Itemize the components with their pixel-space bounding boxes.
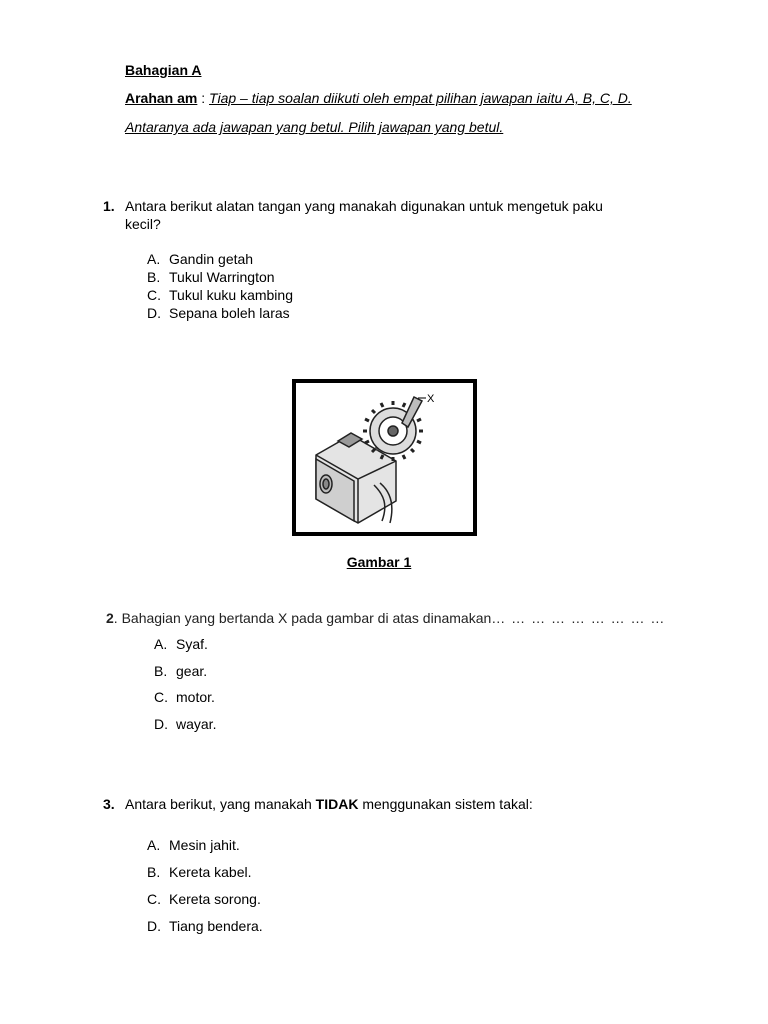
option-text: Tukul kuku kambing xyxy=(169,287,293,303)
q1-option-b[interactable] xyxy=(147,268,275,286)
question-2-dots: … … … … … … … … … xyxy=(491,610,666,626)
q1-option-a[interactable] xyxy=(147,250,253,268)
question-3-text-after: menggunakan sistem takal: xyxy=(358,796,533,812)
figure-caption: Gambar 1 xyxy=(346,554,412,570)
q2-option-c[interactable] xyxy=(154,688,215,706)
option-text: Tiang bendera. xyxy=(169,918,263,934)
question-2-text: . Bahagian yang bertanda X pada gambar di atas dinamakan xyxy=(113,610,492,626)
option-letter: B. xyxy=(147,269,161,285)
question-3-number: 3. xyxy=(103,796,115,812)
figure-frame xyxy=(292,379,477,536)
option-letter: D. xyxy=(154,716,168,732)
option-letter: B. xyxy=(147,864,161,880)
option-text: gear. xyxy=(176,663,208,679)
q3-option-a[interactable] xyxy=(147,836,240,854)
q3-option-c[interactable] xyxy=(147,890,261,908)
section-title: Bahagian A xyxy=(125,62,202,78)
q2-option-a[interactable] xyxy=(154,635,208,653)
option-text: Kereta kabel. xyxy=(169,864,252,880)
instruction-line-1 xyxy=(125,89,632,107)
question-2-number: 2 xyxy=(106,610,114,626)
option-letter: B. xyxy=(154,663,168,679)
question-1-text-line2: kecil? xyxy=(125,216,161,232)
instruction-separator: : xyxy=(197,90,210,106)
option-letter: D. xyxy=(147,918,161,934)
instruction-label: Arahan am xyxy=(125,90,198,106)
q1-option-c[interactable] xyxy=(147,286,293,304)
option-text: Syaf. xyxy=(176,636,208,652)
question-1-number: 1. xyxy=(103,198,115,214)
q3-option-b[interactable] xyxy=(147,863,252,881)
option-letter: C. xyxy=(147,891,161,907)
q2-option-d[interactable] xyxy=(154,715,216,733)
question-3-text-bold: TIDAK xyxy=(315,796,359,812)
option-letter: A. xyxy=(154,636,168,652)
option-letter: A. xyxy=(147,251,161,267)
figure-marker-x: X xyxy=(427,393,435,405)
instruction-text-1: Tiap – tiap soalan diikuti oleh empat pilihan jawapan iaitu A, B, C, D. xyxy=(209,90,632,106)
question-3-text xyxy=(125,795,533,813)
option-text: motor. xyxy=(176,689,215,705)
instruction-line-2: Antaranya ada jawapan yang betul. Pilih jawapan yang betul. xyxy=(125,119,504,135)
option-letter: C. xyxy=(147,287,161,303)
option-text: Mesin jahit. xyxy=(169,837,240,853)
option-text: Tukul Warrington xyxy=(169,269,275,285)
question-3-text-before: Antara berikut, yang manakah xyxy=(125,796,316,812)
motor-gear-illustration xyxy=(296,383,473,532)
option-text: Gandin getah xyxy=(169,251,254,267)
q3-option-d[interactable] xyxy=(147,917,263,935)
question-1-text-line1: Antara berikut alatan tangan yang manakah digunakan untuk mengetuk paku xyxy=(125,198,603,214)
q1-option-d[interactable] xyxy=(147,304,290,322)
option-letter: D. xyxy=(147,305,161,321)
option-letter: C. xyxy=(154,689,168,705)
option-text: Sepana boleh laras xyxy=(169,305,290,321)
question-2 xyxy=(106,609,665,627)
option-letter: A. xyxy=(147,837,161,853)
q2-option-b[interactable] xyxy=(154,662,207,680)
option-text: wayar. xyxy=(176,716,217,732)
option-text: Kereta sorong. xyxy=(169,891,261,907)
